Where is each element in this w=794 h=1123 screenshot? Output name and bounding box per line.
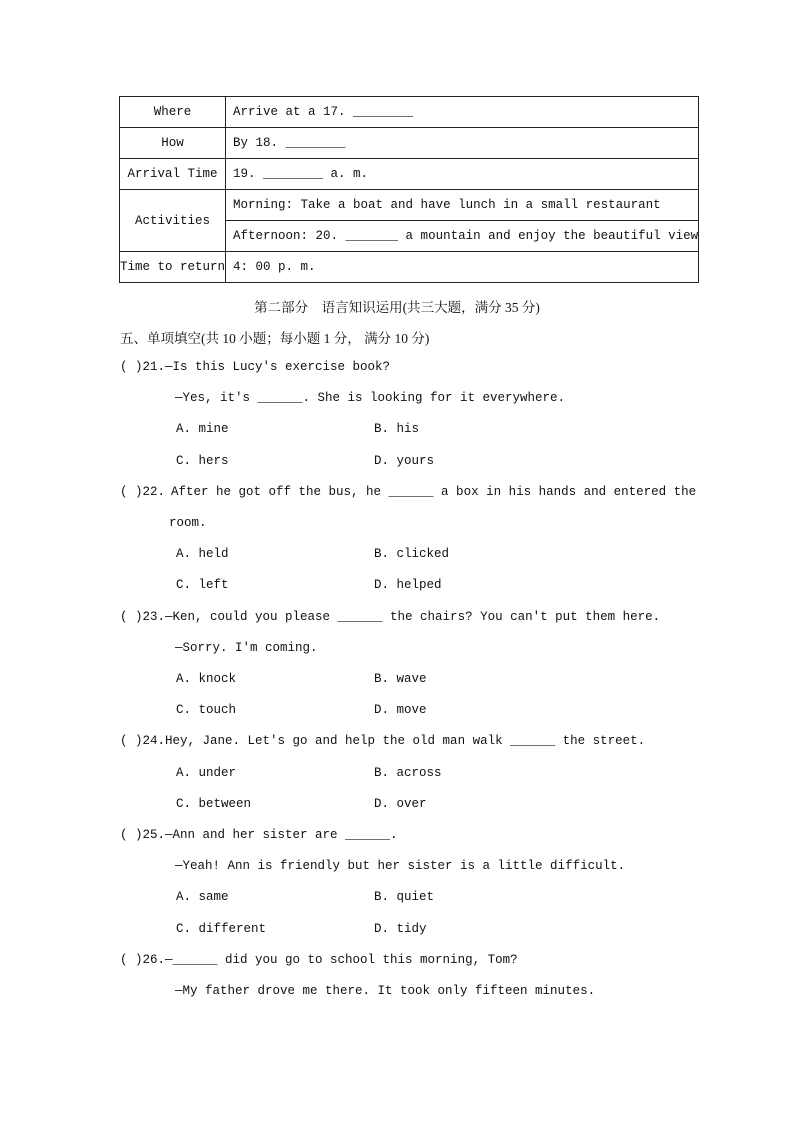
option-b: B. his xyxy=(374,422,420,436)
question-text: Hey, Jane. Let's go and help the old man walk ______ the street. xyxy=(165,734,646,748)
row-value: By 18. ________ xyxy=(226,128,699,159)
option-d: D. tidy xyxy=(374,922,427,936)
option-b: B. across xyxy=(374,766,442,780)
table-row xyxy=(120,252,699,283)
row-value: 4: 00 p. m. xyxy=(226,252,699,283)
question-text: After he got off the bus, he ______ a box in his hands and entered the xyxy=(171,485,697,499)
question-23 xyxy=(120,609,660,625)
row-label: Arrival Time xyxy=(120,159,226,190)
row-label: Activities xyxy=(120,190,226,252)
question-25 xyxy=(120,827,398,843)
option-c: C. touch xyxy=(176,703,237,717)
question-22 xyxy=(120,484,697,500)
question-text: —______ did you go to school this morning, Tom? xyxy=(165,953,518,967)
question-text: —Yes, it's ______. She is looking for it everywhere. xyxy=(175,391,566,405)
part-heading: 第二部分 语言知识运用(共三大题，满分 35 分) xyxy=(254,300,540,315)
question-number: ( )23. xyxy=(120,610,166,624)
option-c: C. left xyxy=(176,578,229,592)
option-b: B. quiet xyxy=(374,890,435,904)
option-b: B. clicked xyxy=(374,547,450,561)
option-a: A. mine xyxy=(176,422,229,436)
question-24 xyxy=(120,733,645,749)
question-text-continued: room. xyxy=(169,516,207,530)
question-number: ( )22. xyxy=(120,485,166,499)
option-d: D. over xyxy=(374,797,427,811)
option-a: A. under xyxy=(176,766,237,780)
row-label: Where xyxy=(120,97,226,128)
question-number: ( )26. xyxy=(120,953,166,967)
table-row xyxy=(120,97,699,128)
question-number: ( )24. xyxy=(120,734,166,748)
section-heading: 五、单项填空(共 10 小题；每小题 1 分， 满分 10 分) xyxy=(120,331,430,346)
question-text: —My father drove me there. It took only fifteen minutes. xyxy=(175,984,596,998)
question-text: —Sorry. I'm coming. xyxy=(175,641,318,655)
option-b: B. wave xyxy=(374,672,427,686)
option-a: A. held xyxy=(176,547,229,561)
question-text: —Ann and her sister are ______. xyxy=(165,828,398,842)
question-text: —Ken, could you please ______ the chairs? You can't put them here. xyxy=(165,610,661,624)
row-value: Morning: Take a boat and have lunch in a small restaurant xyxy=(226,190,699,221)
question-number: ( )25. xyxy=(120,828,166,842)
option-d: D. helped xyxy=(374,578,442,592)
row-label: How xyxy=(120,128,226,159)
row-label: Time to return xyxy=(120,252,226,283)
question-number: ( )21. xyxy=(120,360,166,374)
row-value: Afternoon: 20. _______ a mountain and enjoy the beautiful view xyxy=(226,221,699,252)
table-row xyxy=(120,190,699,221)
option-c: C. between xyxy=(176,797,252,811)
info-table xyxy=(119,96,699,283)
question-21 xyxy=(120,359,390,375)
row-value: 19. ________ a. m. xyxy=(226,159,699,190)
option-d: D. yours xyxy=(374,454,435,468)
question-text: —Is this Lucy's exercise book? xyxy=(165,360,391,374)
option-c: C. different xyxy=(176,922,267,936)
question-26 xyxy=(120,952,518,968)
question-text: —Yeah! Ann is friendly but her sister is a little difficult. xyxy=(175,859,626,873)
option-d: D. move xyxy=(374,703,427,717)
row-value: Arrive at a 17. ________ xyxy=(226,97,699,128)
option-c: C. hers xyxy=(176,454,229,468)
table-row xyxy=(120,128,699,159)
table-row xyxy=(120,159,699,190)
option-a: A. same xyxy=(176,890,229,904)
option-a: A. knock xyxy=(176,672,237,686)
